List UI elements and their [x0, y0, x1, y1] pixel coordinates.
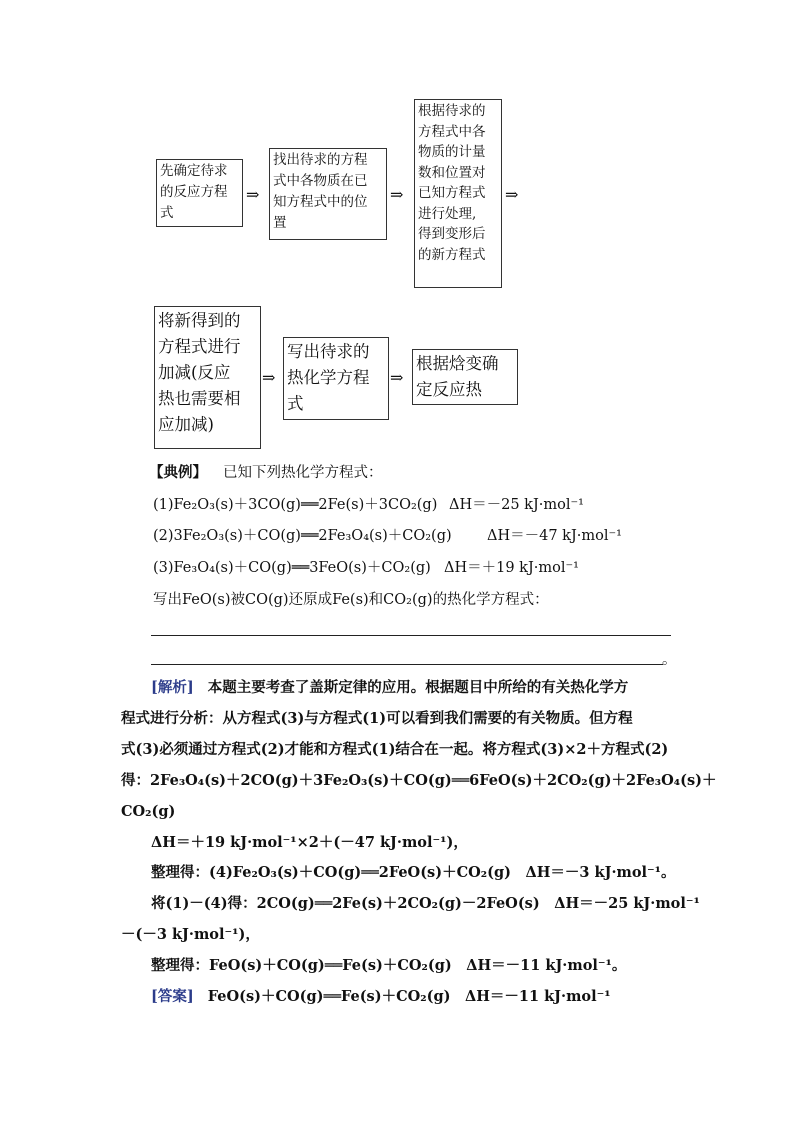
arrow-icon: ⇒ — [390, 368, 404, 387]
equation-3-dh-text: ΔH＝＋19 kJ·mol⁻¹ — [444, 560, 579, 576]
example-intro: 已知下列热化学方程式： — [223, 465, 383, 481]
flow-step-6 — [412, 349, 518, 405]
arrow-icon: ⇒ — [505, 185, 519, 204]
flow-step-2 — [269, 148, 387, 240]
analysis-line-7: 整理得：(4)Fe₂O₃(s)＋CO(g)══2FeO(s)＋CO₂(g) ΔH＝－3 kJ·mol⁻¹。 — [151, 864, 676, 881]
example-heading — [149, 463, 383, 483]
equation-2 — [153, 526, 452, 546]
analysis-line-10: 整理得：FeO(s)＋CO(g)══Fe(s)＋CO₂(g) ΔH＝－11 kJ·mol⁻¹。 — [151, 957, 627, 974]
equation-1 — [153, 495, 437, 515]
analysis-line-3: 式(3)必须通过方程式(2)才能和方程式(1)结合在一起。将方程式(3)×2＋方程式(2) — [121, 741, 669, 758]
equation-2-dh — [487, 526, 622, 546]
flow-step-3 — [414, 99, 502, 288]
analysis-line-6: ΔH＝＋19 kJ·mol⁻¹×2＋(－47 kJ·mol⁻¹)， — [151, 834, 468, 851]
equation-2-dh-text: ΔH＝－47 kJ·mol⁻¹ — [487, 528, 622, 544]
analysis-label: [解析] — [151, 679, 194, 696]
arrow-icon: ⇒ — [246, 185, 260, 204]
arrow-icon: ⇒ — [262, 368, 276, 387]
flow-step-1-text: 先确定待求 的反应方程 式 — [160, 163, 228, 221]
answer-label: [答案] — [151, 988, 194, 1005]
flow-step-4-text: 将新得到的 方程式进行 加减(反应 热也需要相 应加减) — [158, 311, 241, 434]
equation-3-dh — [444, 558, 579, 578]
analysis-line-1 — [151, 678, 628, 698]
answer-line — [151, 987, 611, 1007]
equation-3-text: (3)Fe₃O₄(s)＋CO(g)══3FeO(s)＋CO₂(g) — [153, 560, 431, 576]
equation-1-dh-text: ΔH＝－25 kJ·mol⁻¹ — [449, 497, 584, 513]
flow-step-5-text: 写出待求的 热化学方程 式 — [287, 342, 370, 413]
analysis-text-1: 本题主要考查了盖斯定律的应用。根据题目中所给的有关热化学方 — [207, 679, 629, 696]
answer-blank-line[interactable] — [151, 664, 663, 665]
answer-blank-line[interactable] — [151, 635, 671, 636]
question-text: 写出FeO(s)被CO(g)还原成Fe(s)和CO₂(g)的热化学方程式： — [153, 592, 549, 608]
equation-2-text: (2)3Fe₂O₃(s)＋CO(g)══2Fe₃O₄(s)＋CO₂(g) — [153, 528, 452, 544]
equation-3 — [153, 558, 431, 578]
blank-end-mark: 。 — [662, 652, 677, 668]
flow-step-1 — [156, 159, 243, 227]
answer-text: FeO(s)＋CO(g)══Fe(s)＋CO₂(g) ΔH＝－11 kJ·mol⁻¹ — [207, 988, 611, 1005]
analysis-line-5: CO₂(g) — [121, 803, 176, 820]
flow-step-3-text: 根据待求的 方程式中各 物质的计量 数和位置对 已知方程式 进行处理, 得到变形后 的新方程式 — [418, 103, 486, 263]
flow-step-5 — [283, 337, 389, 420]
flow-step-2-text: 找出待求的方程 式中各物质在已 知方程式中的位 置 — [273, 152, 368, 231]
analysis-line-8: 将(1)－(4)得：2CO(g)══2Fe(s)＋2CO₂(g)－2FeO(s) ΔH＝－25 kJ·mol⁻¹ — [151, 895, 700, 912]
analysis-line-2: 程式进行分析：从方程式(3)与方程式(1)可以看到我们需要的有关物质。但方程 — [121, 710, 633, 727]
equation-1-text: (1)Fe₂O₃(s)＋3CO(g)══2Fe(s)＋3CO₂(g) — [153, 497, 438, 513]
analysis-line-9: －(－3 kJ·mol⁻¹)， — [121, 926, 260, 943]
flow-step-4 — [154, 306, 261, 449]
equation-1-dh — [449, 495, 584, 515]
arrow-icon: ⇒ — [390, 185, 404, 204]
example-label: 【典例】 — [149, 464, 207, 481]
flow-step-6-text: 根据焓变确 定反应热 — [416, 354, 499, 399]
analysis-line-4: 得：2Fe₃O₄(s)＋2CO(g)＋3Fe₂O₃(s)＋CO(g)══6FeO(s)＋2CO₂(g)＋2Fe₃O₄(s)＋ — [121, 772, 717, 789]
